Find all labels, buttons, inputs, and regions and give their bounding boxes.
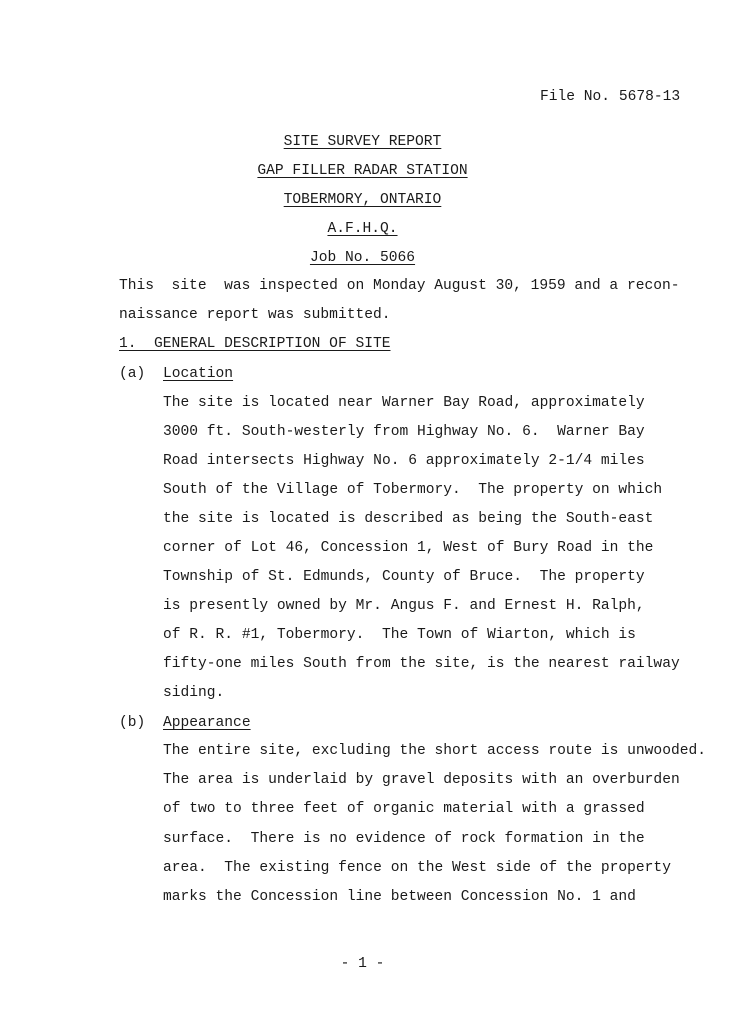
subsection-a-heading: Location: [163, 366, 234, 382]
location-title: TOBERMORY, ONTARIO: [283, 192, 442, 208]
file-number: File No. 5678-13: [540, 89, 681, 105]
location-line: siding.: [163, 685, 225, 701]
appearance-line: The area is underlaid by gravel deposits with an overburden: [163, 772, 680, 788]
job-number: Job No. 5066: [309, 250, 416, 266]
appearance-line: marks the Concession line between Concession No. 1 and: [163, 889, 636, 905]
location-line: 3000 ft. South-westerly from Highway No. 6. Warner Bay: [163, 424, 645, 440]
station-name: GAP FILLER RADAR STATION: [257, 163, 468, 179]
appearance-line: area. The existing fence on the West side of the property: [163, 860, 671, 876]
appearance-line: surface. There is no evidence of rock formation in the: [163, 831, 645, 847]
location-line: Township of St. Edmunds, County of Bruce. The property: [163, 569, 645, 585]
section-1-heading: 1. GENERAL DESCRIPTION OF SITE: [119, 336, 391, 352]
report-title: SITE SURVEY REPORT: [283, 134, 442, 150]
subsection-b-heading: Appearance: [163, 715, 251, 731]
intro-line: This site was inspected on Monday August 30, 1959 and a recon-: [119, 278, 680, 294]
location-line: The site is located near Warner Bay Road, approximately: [163, 395, 645, 411]
location-line: is presently owned by Mr. Angus F. and Ernest H. Ralph,: [163, 598, 645, 614]
agency: A.F.H.Q.: [327, 221, 398, 237]
subsection-b-marker: (b): [119, 715, 146, 731]
location-line: corner of Lot 46, Concession 1, West of Bury Road in the: [163, 540, 654, 556]
location-line: fifty-one miles South from the site, is the nearest railway: [163, 656, 680, 672]
location-line: of R. R. #1, Tobermory. The Town of Wiarton, which is: [163, 627, 636, 643]
appearance-line: The entire site, excluding the short access route is unwooded.: [163, 743, 706, 759]
location-line: Road intersects Highway No. 6 approximately 2-1/4 miles: [163, 453, 645, 469]
subsection-a-marker: (a): [119, 366, 146, 382]
page-number: - 1 -: [340, 956, 385, 972]
location-line: South of the Village of Tobermory. The property on which: [163, 482, 663, 498]
intro-line: naissance report was submitted.: [119, 307, 391, 323]
appearance-line: of two to three feet of organic material with a grassed: [163, 801, 645, 817]
location-line: the site is located is described as being the South-east: [163, 511, 654, 527]
